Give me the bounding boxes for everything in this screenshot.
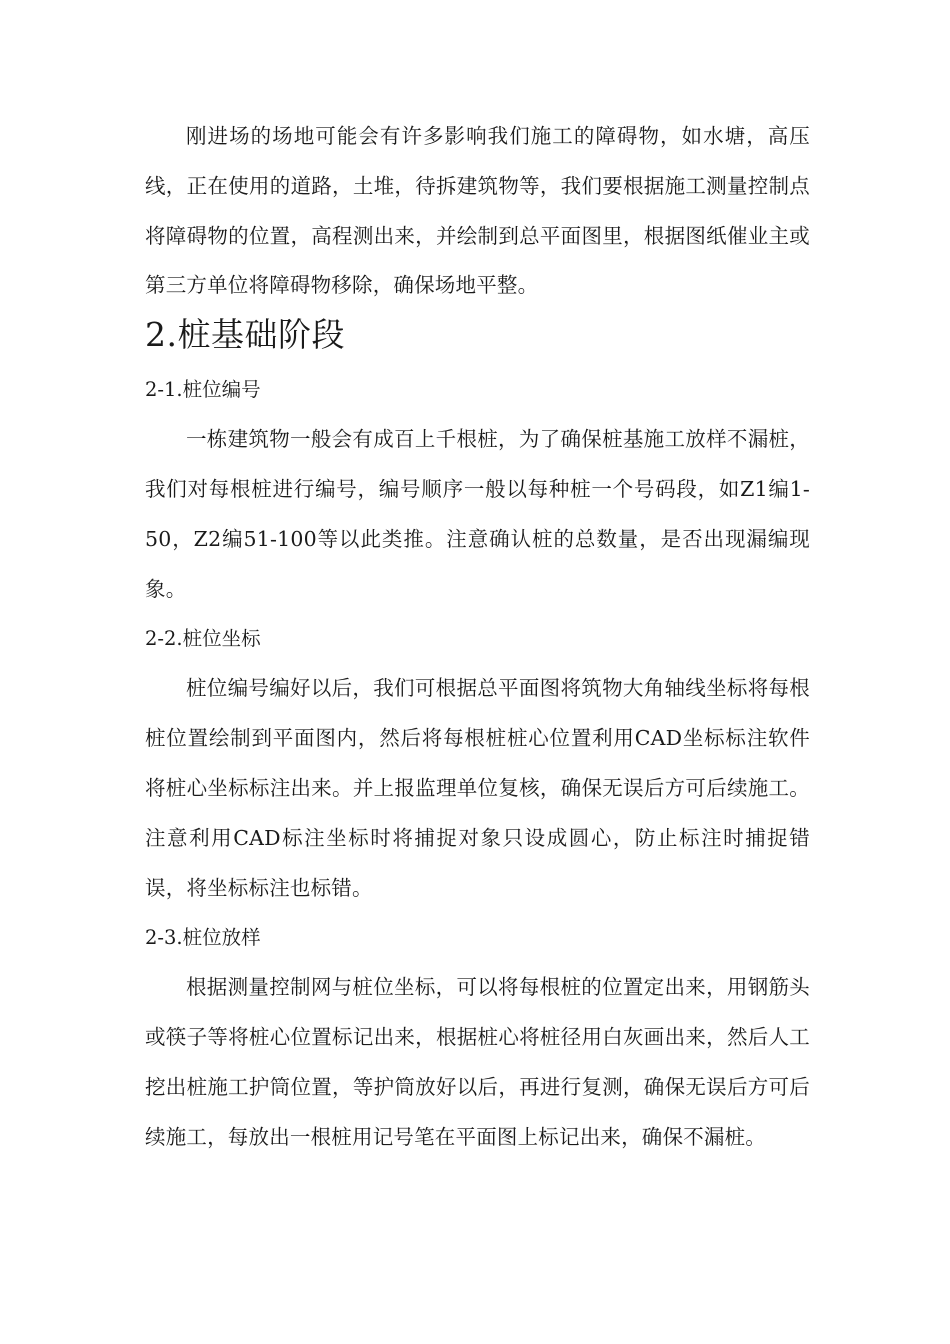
intro-paragraph: 刚进场的场地可能会有许多影响我们施工的障碍物，如水塘，高压线，正在使用的道路，土堆，待拆建筑物等，我们要根据施工测量控制点将障碍物的位置，高程测出来，并绘制到总平面图里，根据图纸催业主或第三方单位将障碍物移除，确保场地平整。	[145, 124, 810, 298]
subsection-title-pile-numbering: 2-1.桩位编号	[145, 378, 261, 402]
subsection-paragraph-pile-numbering: 一栋建筑物一般会有成百上千根桩，为了确保桩基施工放样不漏桩，我们对每根桩进行编号，编号顺序一般以每种桩一个号码段，如Z1编1-50，Z2编51-100等以此类推。注意确认桩的总数量，是否出现漏编现象。	[145, 427, 810, 601]
document-page	[145, 112, 810, 1163]
subsection-paragraph-pile-coordinates: 桩位编号编好以后，我们可根据总平面图将筑物大角轴线坐标将每根桩位置绘制到平面图内，然后将每根桩桩心位置利用CAD坐标标注软件将桩心坐标标注出来。并上报监理单位复核，确保无误后方可后续施工。注意利用CAD标注坐标时将捕捉对象只设成圆心，防止标注时捕捉错误，将坐标标注也标错。	[145, 676, 810, 900]
subsection-title-pile-layout: 2-3.桩位放样	[145, 926, 261, 950]
subsection-title-pile-coordinates: 2-2.桩位坐标	[145, 627, 261, 651]
section-title: 2.桩基础阶段	[145, 315, 345, 355]
subsection-paragraph-pile-layout: 根据测量控制网与桩位坐标，可以将每根桩的位置定出来，用钢筋头或筷子等将桩心位置标记出来，根据桩心将桩径用白灰画出来，然后人工挖出桩施工护筒位置，等护筒放好以后，再进行复测，确保无误后方可后续施工，每放出一根桩用记号笔在平面图上标记出来，确保不漏桩。	[145, 975, 810, 1149]
